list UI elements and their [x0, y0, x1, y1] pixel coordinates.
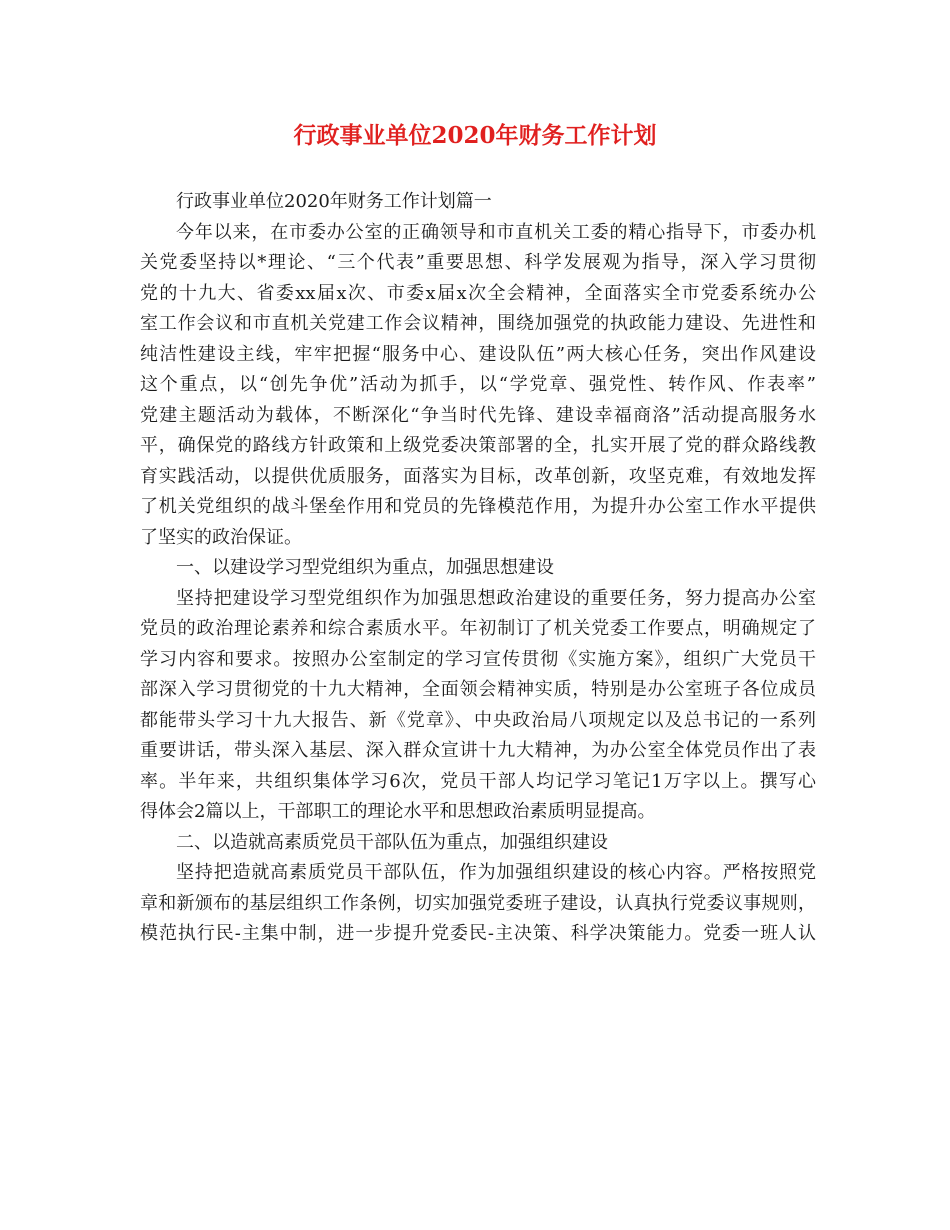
body-line: 纯洁性建设主线，牢牢把握“服务中心、建设队伍”两大核心任务，突出作风建设	[140, 343, 816, 365]
body-line: 坚持把造就高素质党员干部队伍，作为加强组织建设的核心内容。严格按照党	[176, 862, 816, 883]
body-line: 行政事业单位2020年财务工作计划篇一	[176, 191, 492, 212]
body-line: 了机关党组织的战斗堡垒作用和党员的先锋模范作用，为提升办公室工作水平提供	[140, 496, 816, 517]
body-line: 党员的政治理论素养和综合素质水平。年初制订了机关党委工作要点，明确规定了	[140, 618, 816, 639]
body-line: 章和新颁布的基层组织工作条例，切实加强党委班子建设，认真执行党委议事规则，	[140, 892, 816, 914]
body-line: 平，确保党的路线方针政策和上级党委决策部署的全，扎实开展了党的群众路线教	[140, 435, 816, 456]
document-body	[140, 187, 816, 950]
body-line: 育实践活动，以提供优质服务，面落实为目标，改革创新，攻坚克难，有效地发挥	[140, 465, 816, 487]
body-line: 二、以造就高素质党员干部队伍为重点，加强组织建设	[176, 831, 608, 853]
body-line: 关党委坚持以*理论、“三个代表”重要思想、科学发展观为指导，深入学习贯彻	[140, 252, 816, 273]
body-line: 部深入学习贯彻党的十九大精神，全面领会精神实质，特别是办公室班子各位成员	[140, 679, 816, 700]
body-line: 党建主题活动为载体，不断深化“争当时代先锋、建设幸福商洛”活动提高服务水	[140, 404, 816, 426]
body-line: 一、以建设学习型党组织为重点，加强思想建设	[176, 557, 554, 578]
body-line: 重要讲话，带头深入基层、深入群众宣讲十九大精神，为办公室全体党员作出了表	[140, 740, 816, 761]
body-line: 这个重点，以“创先争优”活动为抓手，以“学党章、强党性、转作风、作表率”	[140, 374, 816, 395]
body-line: 今年以来，在市委办公室的正确领导和市直机关工委的精心指导下，市委办机	[176, 221, 816, 243]
body-line: 都能带头学习十九大报告、新《党章》、中央政治局八项规定以及总书记的一系列	[140, 709, 816, 731]
body-line: 坚持把建设学习型党组织作为加强思想政治建设的重要任务，努力提高办公室	[176, 587, 816, 609]
body-line: 学习内容和要求。按照办公室制定的学习宣传贯彻《实施方案》，组织广大党员干	[140, 648, 816, 670]
body-line: 率。半年来，共组织集体学习6次，党员干部人均记学习笔记1万字以上。撰写心	[140, 770, 816, 792]
body-line: 党的十九大、省委xx届x次、市委x届x次全会精神，全面落实全市党委系统办公	[140, 282, 816, 304]
body-line: 得体会2篇以上，干部职工的理论水平和思想政治素质明显提高。	[140, 801, 656, 822]
body-line: 了坚实的政治保证。	[140, 526, 302, 548]
body-line: 模范执行民-主集中制，进一步提升党委民-主决策、科学决策能力。党委一班人认	[140, 923, 816, 944]
body-line: 室工作会议和市直机关党建工作会议精神，围绕加强党的执政能力建设、先进性和	[140, 313, 816, 334]
document-title: 行政事业单位2020年财务工作计划	[293, 122, 657, 149]
